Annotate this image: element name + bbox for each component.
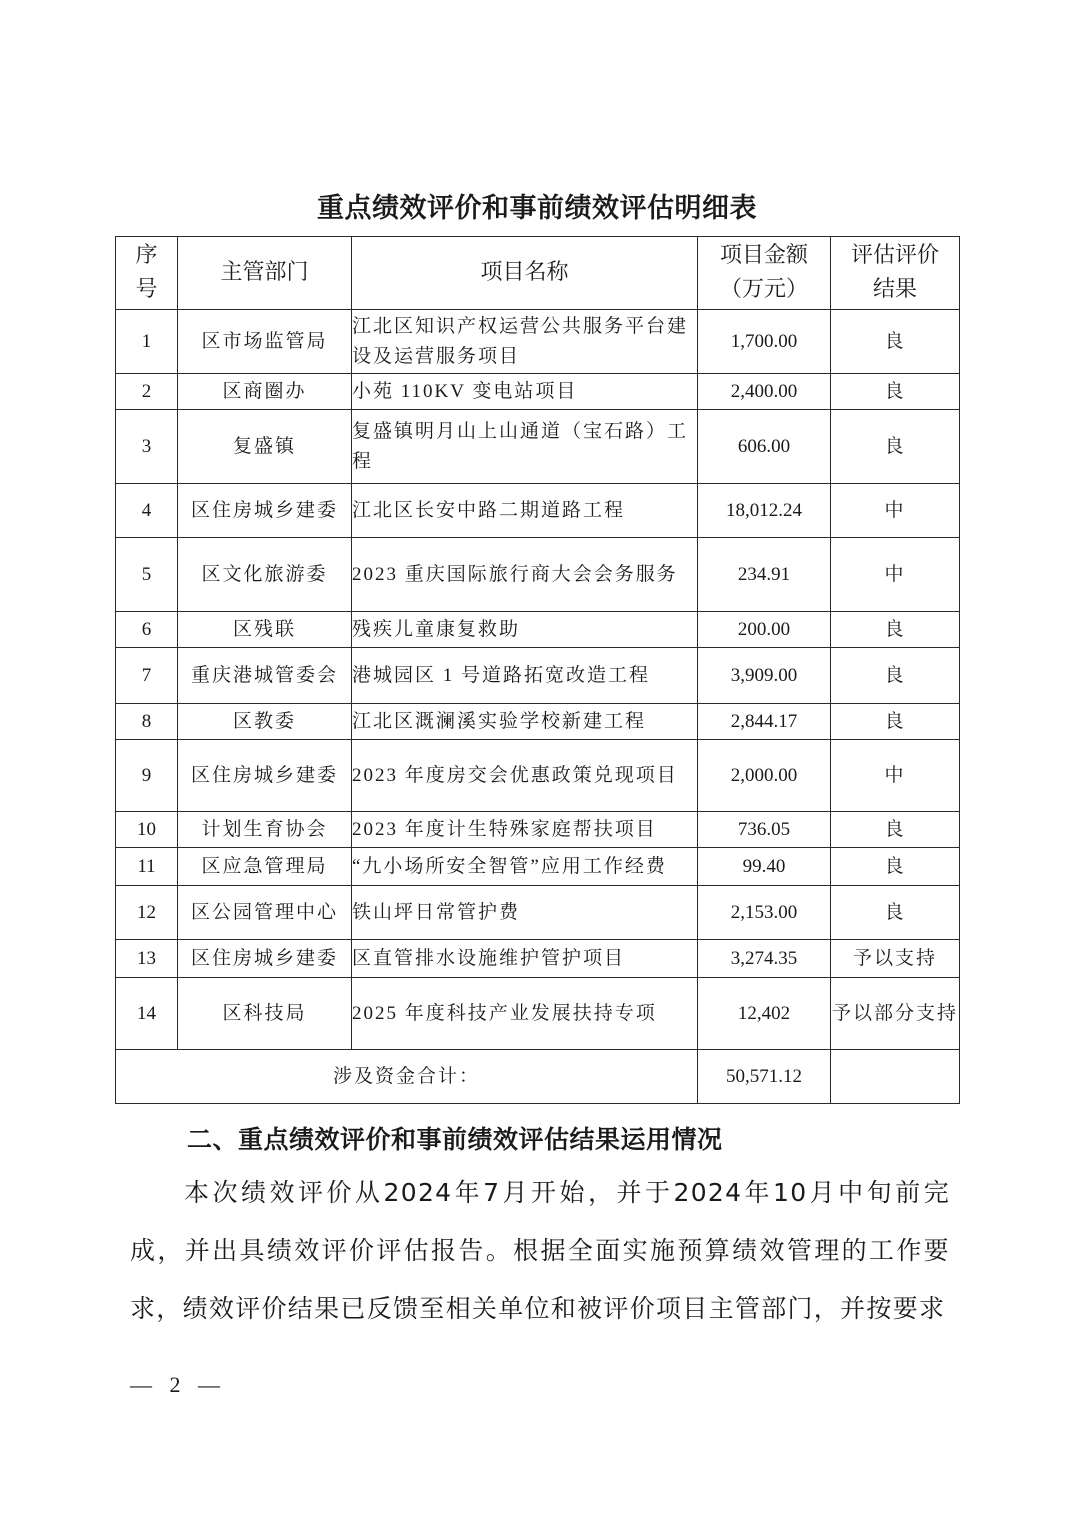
total-amount: 50,571.12: [698, 1050, 831, 1104]
cell-department: 区科技局: [178, 978, 352, 1050]
cell-amount: 3,909.00: [698, 648, 831, 704]
table-row: [116, 940, 960, 978]
cell-result: 中: [831, 484, 960, 538]
cell-project: 港城园区 1 号道路拓宽改造工程: [352, 648, 698, 704]
cell-project: 残疾儿童康复救助: [352, 612, 698, 648]
header-amount-line2: （万元）: [719, 277, 808, 302]
header-result-line2: 结果: [872, 277, 917, 302]
table-row: [116, 886, 960, 940]
cell-project: 2023 年度计生特殊家庭帮扶项目: [352, 812, 698, 848]
cell-seq: 11: [116, 848, 178, 886]
body-paragraph: 本次绩效评价从2024年7月开始，并于2024年10月中旬前完成，并出具绩效评价评估报告。根据全面实施预算绩效管理的工作要求，绩效评价结果已反馈至相关单位和被评价项目主管部门，并按要求: [130, 1178, 950, 1323]
total-result: [831, 1050, 960, 1104]
cell-seq: 4: [116, 484, 178, 538]
cell-department: 区残联: [178, 612, 352, 648]
cell-result: 良: [831, 374, 960, 410]
header-department: 主管部门: [178, 237, 352, 310]
table-total-row: [116, 1050, 960, 1104]
cell-result: 良: [831, 704, 960, 740]
table-row: [116, 848, 960, 886]
table-row: [116, 410, 960, 484]
cell-amount: 1,700.00: [698, 310, 831, 374]
cell-result: 良: [831, 612, 960, 648]
cell-project: 江北区溉澜溪实验学校新建工程: [352, 704, 698, 740]
header-result-line1: 评估评价: [850, 243, 939, 268]
table-row: [116, 812, 960, 848]
table-row: [116, 612, 960, 648]
cell-amount: 2,400.00: [698, 374, 831, 410]
cell-project: 2023 重庆国际旅行商大会会务服务: [352, 538, 698, 612]
header-result: [831, 237, 960, 310]
cell-department: 区公园管理中心: [178, 886, 352, 940]
cell-amount: 12,402: [698, 978, 831, 1050]
cell-seq: 3: [116, 410, 178, 484]
table-header-row: [116, 237, 960, 310]
cell-amount: 2,000.00: [698, 740, 831, 812]
table-row: [116, 538, 960, 612]
table-row: [116, 704, 960, 740]
cell-project: 复盛镇明月山上山通道（宝石路）工程: [352, 410, 698, 484]
cell-project: 2023 年度房交会优惠政策兑现项目: [352, 740, 698, 812]
cell-department: 区应急管理局: [178, 848, 352, 886]
cell-amount: 736.05: [698, 812, 831, 848]
cell-department: 区教委: [178, 704, 352, 740]
cell-seq: 8: [116, 704, 178, 740]
table-row: [116, 740, 960, 812]
cell-seq: 12: [116, 886, 178, 940]
cell-project: 小苑 110KV 变电站项目: [352, 374, 698, 410]
cell-result: 良: [831, 886, 960, 940]
table-row: [116, 310, 960, 374]
table-row: [116, 484, 960, 538]
page-number: — 2 —: [130, 1372, 226, 1397]
cell-amount: 2,844.17: [698, 704, 831, 740]
cell-amount: 99.40: [698, 848, 831, 886]
cell-amount: 18,012.24: [698, 484, 831, 538]
cell-seq: 10: [116, 812, 178, 848]
table-row: [116, 978, 960, 1050]
cell-seq: 6: [116, 612, 178, 648]
header-seq: [116, 237, 178, 310]
cell-department: 区文化旅游委: [178, 538, 352, 612]
total-label: 涉及资金合计：: [116, 1050, 698, 1104]
cell-result: 良: [831, 812, 960, 848]
cell-department: 区商圈办: [178, 374, 352, 410]
cell-department: 区市场监管局: [178, 310, 352, 374]
cell-department: 重庆港城管委会: [178, 648, 352, 704]
cell-seq: 5: [116, 538, 178, 612]
cell-department: 区住房城乡建委: [178, 940, 352, 978]
cell-result: 中: [831, 740, 960, 812]
cell-amount: 606.00: [698, 410, 831, 484]
cell-seq: 13: [116, 940, 178, 978]
cell-project: “九小场所安全智管”应用工作经费: [352, 848, 698, 886]
cell-department: 区住房城乡建委: [178, 484, 352, 538]
cell-project: 江北区知识产权运营公共服务平台建设及运营服务项目: [352, 310, 698, 374]
cell-result: 良: [831, 310, 960, 374]
cell-seq: 1: [116, 310, 178, 374]
cell-department: 复盛镇: [178, 410, 352, 484]
cell-result: 予以部分支持: [831, 978, 960, 1050]
cell-amount: 200.00: [698, 612, 831, 648]
header-seq-line1: 序: [135, 243, 158, 268]
header-amount: [698, 237, 831, 310]
cell-amount: 234.91: [698, 538, 831, 612]
cell-project: 铁山坪日常管护费: [352, 886, 698, 940]
cell-result: 中: [831, 538, 960, 612]
cell-seq: 9: [116, 740, 178, 812]
cell-seq: 7: [116, 648, 178, 704]
cell-result: 予以支持: [831, 940, 960, 978]
cell-project: 江北区长安中路二期道路工程: [352, 484, 698, 538]
cell-result: 良: [831, 848, 960, 886]
cell-department: 计划生育协会: [178, 812, 352, 848]
header-seq-line2: 号: [135, 277, 158, 302]
cell-project: 区直管排水设施维护管护项目: [352, 940, 698, 978]
cell-department: 区住房城乡建委: [178, 740, 352, 812]
cell-seq: 2: [116, 374, 178, 410]
cell-amount: 2,153.00: [698, 886, 831, 940]
table-row: [116, 648, 960, 704]
cell-result: 良: [831, 410, 960, 484]
cell-seq: 14: [116, 978, 178, 1050]
table-row: [116, 374, 960, 410]
header-amount-line1: 项目金额: [719, 243, 808, 268]
cell-result: 良: [831, 648, 960, 704]
header-project: 项目名称: [352, 237, 698, 310]
table-title: 重点绩效评价和事前绩效评估明细表: [317, 193, 757, 224]
cell-project: 2025 年度科技产业发展扶持专项: [352, 978, 698, 1050]
section-heading: 二、重点绩效评价和事前绩效评估结果运用情况: [187, 1125, 723, 1154]
detail-table: [115, 236, 960, 1104]
cell-amount: 3,274.35: [698, 940, 831, 978]
